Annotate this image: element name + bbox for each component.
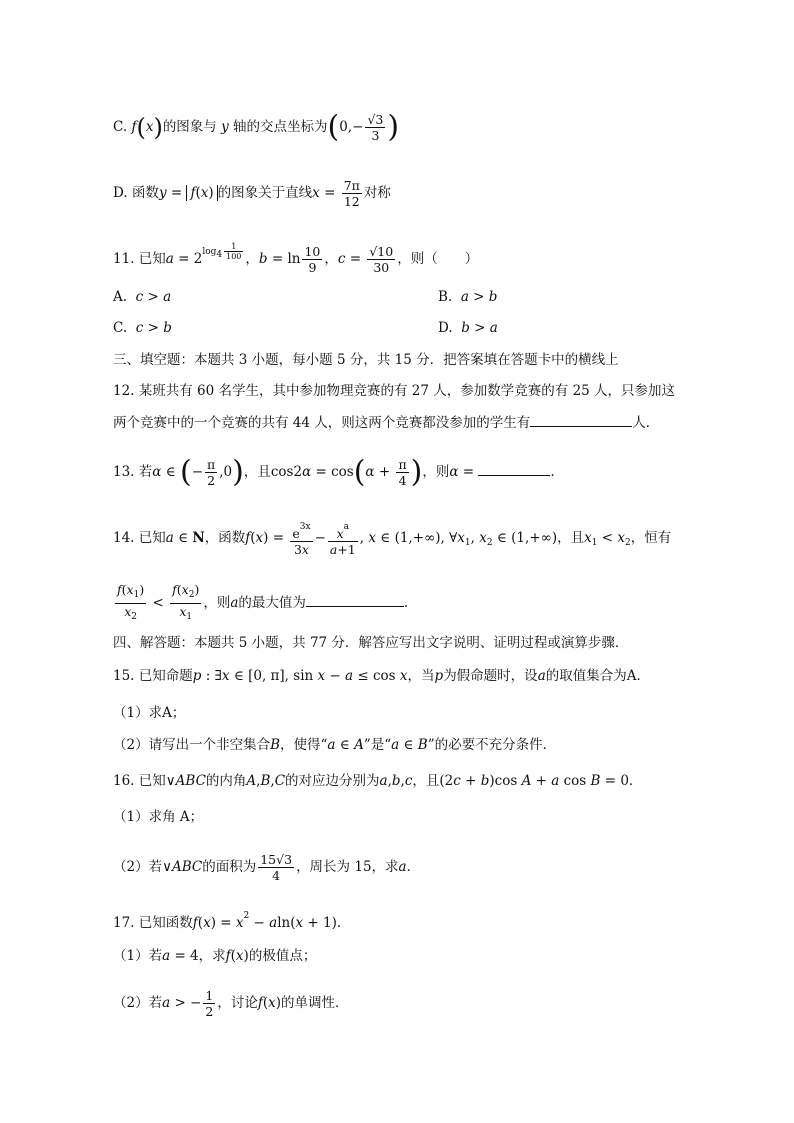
q17-part2: （2）若a > − $\frac{1}{2}$ ，讨论f(x)的单调性． [113, 988, 349, 1019]
q14-answer-blank[interactable] [306, 592, 404, 607]
q13-answer-blank[interactable] [478, 461, 550, 476]
q14-line2: $\frac{f(x_1)}{x_2}$ < $\frac{f(x_2)}{x_1}$ ，则a的最大值为 . [117, 582, 409, 622]
q16-part1: （1）求角 A； [113, 809, 204, 825]
q11-option-a: A. c > a [113, 289, 172, 305]
q15-part1: （1）求A； [113, 705, 186, 721]
q12-answer-blank[interactable] [530, 412, 632, 427]
q10-option-d: D. 函数y = f(x) 的图象关于直线x = $\frac{7\pi}{12}$ 对称 [113, 178, 391, 209]
q13-stem: 13. 若α ∈ (− $\frac{\pi}{2}$ ,0)，且cos2α = cos(α + $\frac{\pi}{4}$ )，则α = . [113, 454, 555, 490]
q15-stem: 15. 已知命题p : ∃x ∈ [0, π], sin x − a ≤ cos x，当p为假命题时，设a的取值集合为A． [113, 668, 650, 684]
q11-stem: 11. 已知$a = 2^{log_4 \frac{1}{100}}$ ，b = ln $\frac{10}{9}$ ，c = $\frac{√10}{30}$ ，则（ ） [113, 242, 479, 275]
q16-stem: 16. 已知∨ABC的内角A,B,C的对应边分别为a,b,c，且(2c + b)cos A + a cos B = 0． [113, 773, 643, 789]
q10-option-c: C. f(x)的图象与 y 轴的交点坐标为(0,− $\frac{√3}{3}$ ) [113, 109, 400, 145]
q11-option-c: C. c > b [113, 320, 172, 336]
q14-stem: 14. 已知a ∈ N，函数f(x) = $\frac{e^{3x}}{3x}$ − $\frac{x^a}{a+1}$ , x ∈ (1,+∞), $\forall x_1$, $x_2$ ∈ (1,+∞)，且$x_1 < x_2$，恒有 [113, 522, 672, 557]
q16-part2: （2）若∨ABC的面积为 $\frac{15√3}{4}$ ，周长为 15，求a． [113, 852, 421, 883]
q11-option-d: D. b > a [438, 320, 498, 336]
q15-part2: （2）请写出一个非空集合B，使得“a ∈ A”是“a ∈ B”的必要不充分条件． [113, 737, 557, 753]
q12-line1: 12. 某班共有 60 名学生，其中参加物理竞赛的有 27 人，参加数学竞赛的有 25 人，只参加这 [113, 383, 676, 399]
section-3-heading: 三、填空题：本题共 3 小题，每小题 5 分，共 15 分．把答案填在答题卡中的横线上 [113, 352, 619, 368]
q17-stem: 17. 已知函数$f(x) = x^2 - aln(x + 1)$． [113, 911, 351, 931]
q17-part1: （1）若a = 4，求f(x)的极值点； [113, 948, 317, 964]
q11-option-b: B. a > b [438, 289, 498, 305]
section-4-heading: 四、解答题：本题共 5 小题，共 77 分．解答应写出文字说明、证明过程或演算步骤． [113, 635, 629, 651]
q12-line2: 两个竞赛中的一个竞赛的共有 44 人，则这两个竞赛都没参加的学生有 人． [113, 412, 659, 433]
